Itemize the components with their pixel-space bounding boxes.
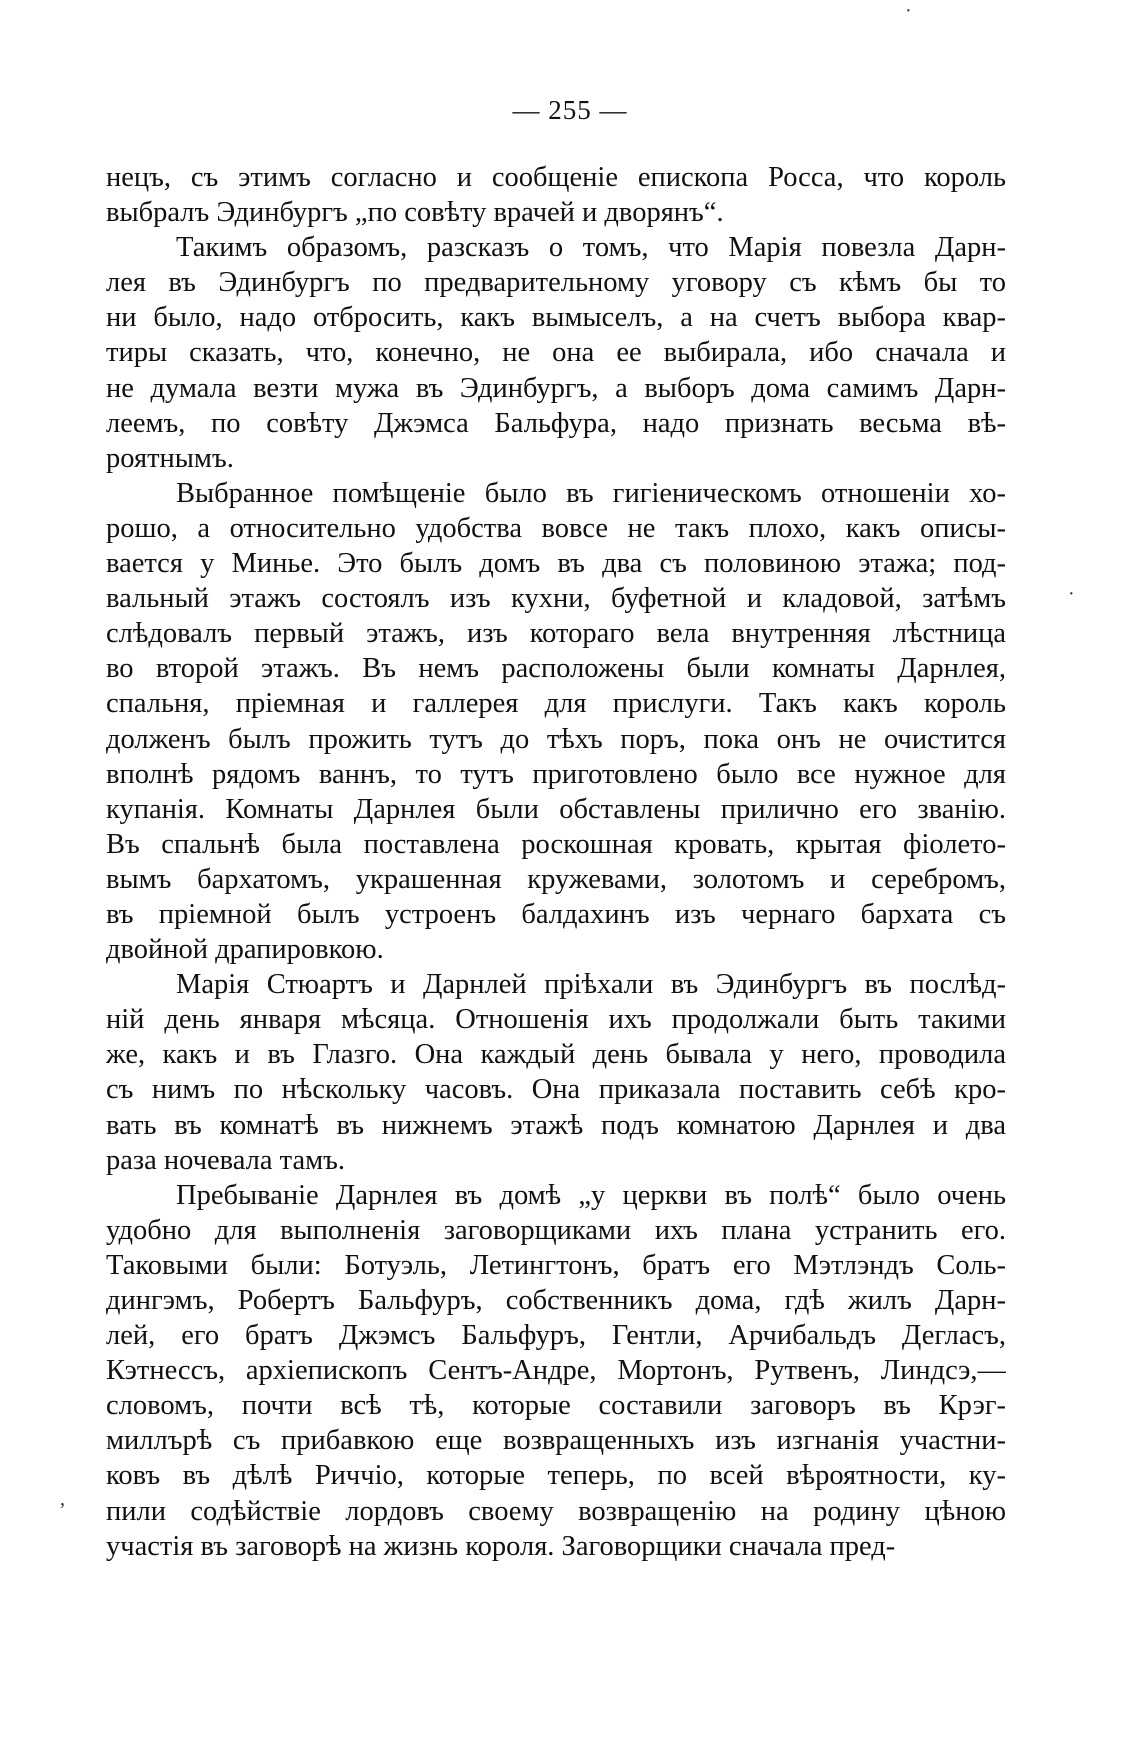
text-line: миллърѣ съ прибавкою еще возвращенныхъ изъ изгнанія участни- xyxy=(106,1425,1006,1457)
text-line: во второй этажъ. Въ немъ расположены были комнаты Дарнлея, xyxy=(106,653,1006,685)
text-line: выбралъ Эдинбургъ „по совѣту врачей и дворянъ“. xyxy=(106,197,724,229)
scan-speck-mark: · xyxy=(1068,583,1075,605)
text-line: леемъ, по совѣту Джэмса Бальфура, надо признать весьма вѣ- xyxy=(106,407,1006,439)
text-line: нецъ, съ этимъ согласно и сообщеніе епископа Росса, что король xyxy=(106,162,1006,193)
text-line: Кэтнессъ, архіепископъ Сентъ-Андре, Мортонъ, Рутвенъ, Линдсэ,— xyxy=(106,1355,1006,1387)
text-line: въ пріемной былъ устроенъ балдахинъ изъ чернаго бархата съ xyxy=(106,898,1006,930)
text-line: вальный этажъ состоялъ изъ кухни, буфетной и кладовой, затѣмъ xyxy=(106,583,1006,615)
text-line: дингэмъ, Робертъ Бальфуръ, собственникъ дома, гдѣ жилъ Дарн- xyxy=(106,1285,1006,1316)
page-number: — 255 — xyxy=(512,95,628,125)
text-line: Таковыми были: Ботуэль, Летингтонъ, братъ его Мэтлэндъ Соль- xyxy=(106,1249,1006,1281)
body-text xyxy=(106,160,1006,1564)
text-line: раза ночевала тамъ. xyxy=(106,1144,346,1176)
text-line: рошо, а относительно удобства вовсе не такъ плохо, какъ описы- xyxy=(106,512,1006,544)
text-line: вается у Минье. Это былъ домъ въ два съ половиною этажа; под- xyxy=(106,548,1006,580)
scan-speck-mark: · xyxy=(905,0,912,22)
text-line: роятнымъ. xyxy=(106,442,234,474)
paragraph xyxy=(106,230,1006,476)
paragraph xyxy=(106,967,1006,1178)
text-line: купанія. Комнаты Дарнлея были обставлены прилично его званію. xyxy=(106,793,1006,825)
text-line: удобно для выполненія заговорщиками ихъ плана устранить его. xyxy=(106,1214,1006,1246)
text-line: ни было, надо отбросить, какъ вымыселъ, а на счетъ выбора квар- xyxy=(106,302,1006,334)
paragraph xyxy=(106,1178,1006,1564)
text-line: вполнѣ рядомъ ваннъ, то тутъ приготовлено было все нужное для xyxy=(106,758,1006,790)
scan-speck-mark: ‚ xyxy=(59,1488,66,1510)
text-line: ковъ въ дѣлѣ Риччіо, которые теперь, по всей вѣроятности, ку- xyxy=(106,1460,1006,1492)
text-line: Пребываніе Дарнлея въ домѣ „у церкви въ полѣ“ было очень xyxy=(176,1179,1006,1211)
text-line: двойной драпировкою. xyxy=(106,934,384,966)
text-line: словомъ, почти всѣ тѣ, которые составили заговоръ въ Крэг- xyxy=(106,1390,1006,1422)
text-line: лея въ Эдинбургъ по предварительному уговору съ кѣмъ бы то xyxy=(106,267,1006,299)
text-line: съ нимъ по нѣскольку часовъ. Она приказала поставить себѣ кро- xyxy=(106,1074,1006,1106)
text-line: лей, его братъ Джэмсъ Бальфуръ, Гентли, Арчибальдъ Дегласъ, xyxy=(106,1320,1006,1352)
text-line: Такимъ образомъ, разсказъ о томъ, что Марія повезла Дарн- xyxy=(176,232,1006,264)
text-line: тиры сказать, что, конечно, не она ее выбирала, ибо сначала и xyxy=(106,337,1006,369)
text-line: Выбранное помѣщеніе было въ гигіеническомъ отношеніи хо- xyxy=(176,477,1006,509)
text-line: спальня, пріемная и галлерея для прислуги. Такъ какъ король xyxy=(106,688,1006,720)
paragraph xyxy=(106,476,1006,967)
text-line: вымъ бархатомъ, украшенная кружевами, золотомъ и серебромъ, xyxy=(106,863,1006,895)
text-line: пили содѣйствіе лордовъ своему возвращенію на родину цѣною xyxy=(106,1495,1006,1527)
text-line: вать въ комнатѣ въ нижнемъ этажѣ подъ комнатою Дарнлея и два xyxy=(106,1109,1006,1141)
text-line: долженъ былъ прожить тутъ до тѣхъ поръ, пока онъ не очистится xyxy=(106,723,1006,755)
text-line: Въ спальнѣ была поставлена роскошная кровать, крытая фіолето- xyxy=(106,828,1006,860)
text-line: не думала везти мужа въ Эдинбургъ, а выборъ дома самимъ Дарн- xyxy=(106,372,1006,404)
text-line: слѣдовалъ первый этажъ, изъ котораго вела внутренняя лѣстница xyxy=(106,618,1006,650)
text-line: участія въ заговорѣ на жизнь короля. Заговорщики сначала пред- xyxy=(106,1530,896,1562)
text-line: Марія Стюартъ и Дарнлей пріѣхали въ Эдинбургъ въ послѣд- xyxy=(176,969,1006,1001)
paragraph xyxy=(106,160,1006,230)
text-line: же, какъ и въ Глазго. Она каждый день бывала у него, проводила xyxy=(106,1039,1006,1071)
text-line: ній день января мѣсяца. Отношенія ихъ продолжали быть такими xyxy=(106,1004,1006,1036)
